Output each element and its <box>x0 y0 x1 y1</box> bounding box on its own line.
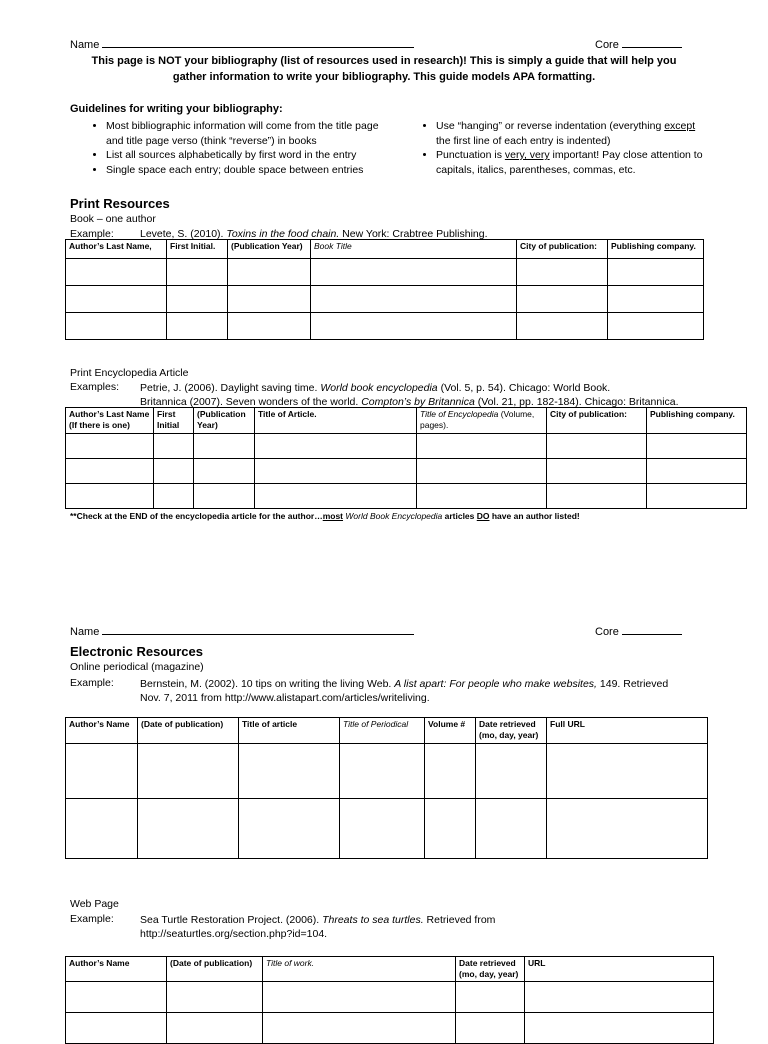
guideline-text: the first line of each entry is indented) <box>436 134 611 147</box>
table-cell[interactable] <box>456 1013 525 1044</box>
table-cell[interactable] <box>547 484 647 509</box>
table-cell[interactable] <box>194 459 255 484</box>
table-cell[interactable] <box>547 799 708 859</box>
citation-part: 149. Retrieved <box>596 678 669 690</box>
table-cell[interactable] <box>66 286 167 313</box>
table-cell[interactable] <box>228 313 311 340</box>
note-title: World Book Encyclopedia <box>345 511 443 521</box>
citation-line <box>140 677 668 691</box>
print-resources-title: Print Resources <box>70 196 170 211</box>
core-field[interactable] <box>622 623 682 635</box>
enc-header-city: City of publication: <box>547 408 647 434</box>
header-text: pages). <box>420 420 449 430</box>
enc-header-initial <box>154 408 194 434</box>
book-header-title: Book Title <box>311 240 517 259</box>
table-cell[interactable] <box>167 1013 263 1044</box>
note-emphasis: most <box>322 511 344 521</box>
table-row <box>66 259 704 286</box>
table-cell[interactable] <box>417 434 547 459</box>
guideline-item <box>436 119 710 148</box>
table-cell[interactable] <box>311 286 517 313</box>
guideline-item: • List all sources alphabetically by first word in the entry <box>106 148 380 163</box>
web-header-author: Author’s Name <box>66 957 167 982</box>
table-cell[interactable] <box>647 434 747 459</box>
citation-title: World book encyclopedia <box>320 382 438 394</box>
header-text: Date retrieved <box>459 958 516 968</box>
guideline-text: important! Pay close attention to capitals, italics, parentheses, commas, etc. <box>436 149 703 176</box>
table-row <box>66 484 747 509</box>
guideline-text: Punctuation is <box>436 149 505 161</box>
table-cell[interactable] <box>167 982 263 1013</box>
table-cell[interactable] <box>425 744 476 799</box>
table-cell[interactable] <box>66 799 138 859</box>
table-cell[interactable] <box>66 744 138 799</box>
table-cell[interactable] <box>138 799 239 859</box>
table-cell[interactable] <box>340 744 425 799</box>
table-cell[interactable] <box>311 313 517 340</box>
name-label: Name <box>70 39 100 51</box>
table-cell[interactable] <box>608 313 704 340</box>
encyclopedia-example-1 <box>140 381 679 395</box>
name-field[interactable] <box>102 623 414 635</box>
table-cell[interactable] <box>66 484 154 509</box>
enc-header-year <box>194 408 255 434</box>
name-field[interactable] <box>102 36 414 48</box>
note-text: articles <box>442 511 477 521</box>
table-cell[interactable] <box>476 744 547 799</box>
guideline-text: Use “hanging” or reverse indentation (everything <box>436 120 665 132</box>
citation-part: Britannica (2007). Seven wonders of the world. <box>140 396 362 408</box>
web-header-date: (Date of publication) <box>167 957 263 982</box>
header-text: (If there is one) <box>69 420 130 430</box>
guideline-item <box>436 148 710 177</box>
citation-part: Petrie, J. (2006). Daylight saving time. <box>140 382 321 394</box>
table-cell[interactable] <box>608 259 704 286</box>
table-cell[interactable] <box>476 799 547 859</box>
table-cell[interactable] <box>525 1013 714 1044</box>
table-row <box>66 434 747 459</box>
core-label: Core <box>595 39 619 51</box>
name-line <box>70 36 414 51</box>
guidelines-left <box>70 119 380 177</box>
header-text: Author’s Last Name <box>69 409 150 419</box>
table-cell[interactable] <box>66 313 167 340</box>
table-cell[interactable] <box>547 434 647 459</box>
citation-part: Bernstein, M. (2002). 10 tips on writing the living Web. <box>140 678 395 690</box>
table-cell[interactable] <box>647 484 747 509</box>
guidelines-right <box>400 119 710 177</box>
header-text: (mo, day, year) <box>479 730 539 740</box>
encyclopedia-subtitle: Print Encyclopedia Article <box>70 367 189 379</box>
guidelines-title: Guidelines for writing your bibliography: <box>70 103 283 115</box>
intro-text <box>40 53 728 85</box>
header-text: (Volume, <box>498 409 535 419</box>
table-row <box>66 744 708 799</box>
book-header-city: City of publication: <box>517 240 608 259</box>
citation-title: A list apart: For people who make websites, <box>394 678 597 690</box>
enc-header-author <box>66 408 154 434</box>
online-header-date: (Date of publication) <box>138 718 239 744</box>
book-header-year: (Publication Year) <box>228 240 311 259</box>
table-cell[interactable] <box>425 799 476 859</box>
book-header-initial: First Initial. <box>167 240 228 259</box>
table-row <box>66 313 704 340</box>
book-header-author: Author’s Last Name, <box>66 240 167 259</box>
book-header-publisher: Publishing company. <box>608 240 704 259</box>
table-cell[interactable] <box>517 286 608 313</box>
header-text: Year) <box>197 420 218 430</box>
table-cell[interactable] <box>456 982 525 1013</box>
table-cell[interactable] <box>255 434 417 459</box>
citation-title: Compton’s by Britannica <box>361 396 475 408</box>
table-cell[interactable] <box>239 799 340 859</box>
table-cell[interactable] <box>66 1013 167 1044</box>
online-header-author: Author’s Name <box>66 718 138 744</box>
table-cell[interactable] <box>263 982 456 1013</box>
citation-title: Toxins in the food chain. <box>226 228 340 240</box>
book-table <box>65 239 704 340</box>
table-cell[interactable] <box>547 459 647 484</box>
header-text: Title of Encyclopedia <box>420 409 499 419</box>
header-text: (Publication <box>197 409 246 419</box>
table-cell[interactable] <box>239 744 340 799</box>
table-cell[interactable] <box>311 259 517 286</box>
citation-line: Nov. 7, 2011 from http://www.alistapart.com/articles/writeliving. <box>140 692 430 704</box>
table-cell[interactable] <box>66 982 167 1013</box>
table-cell[interactable] <box>517 313 608 340</box>
online-periodical-subtitle: Online periodical (magazine) <box>70 661 204 673</box>
citation-part: Sea Turtle Restoration Project. (2006). <box>140 914 323 926</box>
table-cell[interactable] <box>167 313 228 340</box>
electronic-resources-title: Electronic Resources <box>70 644 203 659</box>
table-cell[interactable] <box>547 744 708 799</box>
core-label: Core <box>595 626 619 638</box>
intro-line-2: gather information to write your bibliography. This guide models APA formatting. <box>172 71 596 83</box>
table-cell[interactable] <box>167 286 228 313</box>
core-line-2 <box>595 623 682 638</box>
guideline-item: • Most bibliographic information will come from the title page and title page verso (think “reverse”) in books <box>106 119 380 148</box>
table-row <box>66 1013 714 1044</box>
name-line-2 <box>70 623 414 638</box>
table-row <box>66 982 714 1013</box>
header-text: First <box>157 409 176 419</box>
guideline-item: • Single space each entry; double space between entries <box>106 163 380 178</box>
table-cell[interactable] <box>66 434 154 459</box>
table-cell[interactable] <box>154 434 194 459</box>
web-header-title: Title of work. <box>263 957 456 982</box>
enc-header-encyclopedia <box>417 408 547 434</box>
citation-part: Levete, S. (2010). <box>140 228 227 240</box>
online-header-periodical: Title of Periodical <box>340 718 425 744</box>
table-cell[interactable] <box>154 484 194 509</box>
header-text: Initial <box>157 420 180 430</box>
web-header-url: URL <box>525 957 714 982</box>
note-text: **Check at the END of the encyclopedia article for the author… <box>70 511 323 521</box>
citation-part: (Vol. 21, pp. 182-184). Chicago: Britannica. <box>474 396 679 408</box>
header-text: (mo, day, year) <box>459 969 519 979</box>
web-example-label: Example: <box>70 913 114 925</box>
note-emphasis: DO <box>476 511 490 521</box>
table-cell[interactable] <box>417 484 547 509</box>
citation-line: http://seaturtles.org/section.php?id=104. <box>140 928 328 940</box>
table-cell[interactable] <box>255 484 417 509</box>
citation-line <box>140 913 495 927</box>
web-example <box>140 913 495 941</box>
online-periodical-table <box>65 717 708 859</box>
table-cell[interactable] <box>228 259 311 286</box>
table-cell[interactable] <box>417 459 547 484</box>
book-subtitle: Book – one author <box>70 213 156 225</box>
table-cell[interactable] <box>66 259 167 286</box>
table-row <box>66 799 708 859</box>
table-cell[interactable] <box>66 459 154 484</box>
table-row <box>66 286 704 313</box>
enc-header-article: Title of Article. <box>255 408 417 434</box>
table-cell[interactable] <box>517 259 608 286</box>
header-text: Date retrieved <box>479 719 536 729</box>
table-cell[interactable] <box>138 744 239 799</box>
online-example-label: Example: <box>70 677 114 689</box>
guideline-emphasis: very, very <box>504 149 550 161</box>
table-cell[interactable] <box>608 286 704 313</box>
encyclopedia-table <box>65 407 747 509</box>
citation-part: Retrieved from <box>423 914 496 926</box>
table-cell[interactable] <box>228 286 311 313</box>
online-header-volume: Volume # <box>425 718 476 744</box>
online-example <box>140 677 668 705</box>
web-page-subtitle: Web Page <box>70 898 119 910</box>
table-cell[interactable] <box>154 459 194 484</box>
table-cell[interactable] <box>255 459 417 484</box>
intro-line-1: This page is NOT your bibliography (list of resources used in research)! This is simply a guide that will help you <box>91 55 677 67</box>
author-note <box>70 511 580 521</box>
online-header-article: Title of article <box>239 718 340 744</box>
core-field[interactable] <box>622 36 682 48</box>
citation-title: Threats to sea turtles. <box>322 914 424 926</box>
web-page-table <box>65 956 714 1044</box>
table-row <box>66 459 747 484</box>
name-label: Name <box>70 626 100 638</box>
table-cell[interactable] <box>525 982 714 1013</box>
encyclopedia-examples-label: Examples: <box>70 381 120 393</box>
citation-part: New York: Crabtree Publishing. <box>339 228 488 240</box>
guideline-emphasis: except <box>664 120 696 132</box>
online-header-url: Full URL <box>547 718 708 744</box>
core-line <box>595 36 682 51</box>
enc-header-publisher: Publishing company. <box>647 408 747 434</box>
table-cell[interactable] <box>167 259 228 286</box>
table-cell[interactable] <box>194 484 255 509</box>
table-cell[interactable] <box>263 1013 456 1044</box>
table-cell[interactable] <box>194 434 255 459</box>
book-example-label: Example: <box>70 228 114 240</box>
table-cell[interactable] <box>340 799 425 859</box>
citation-part: (Vol. 5, p. 54). Chicago: World Book. <box>437 382 611 394</box>
web-header-retrieved <box>456 957 525 982</box>
table-cell[interactable] <box>647 459 747 484</box>
note-text: have an author listed! <box>489 511 580 521</box>
encyclopedia-examples <box>140 381 679 409</box>
online-header-retrieved <box>476 718 547 744</box>
